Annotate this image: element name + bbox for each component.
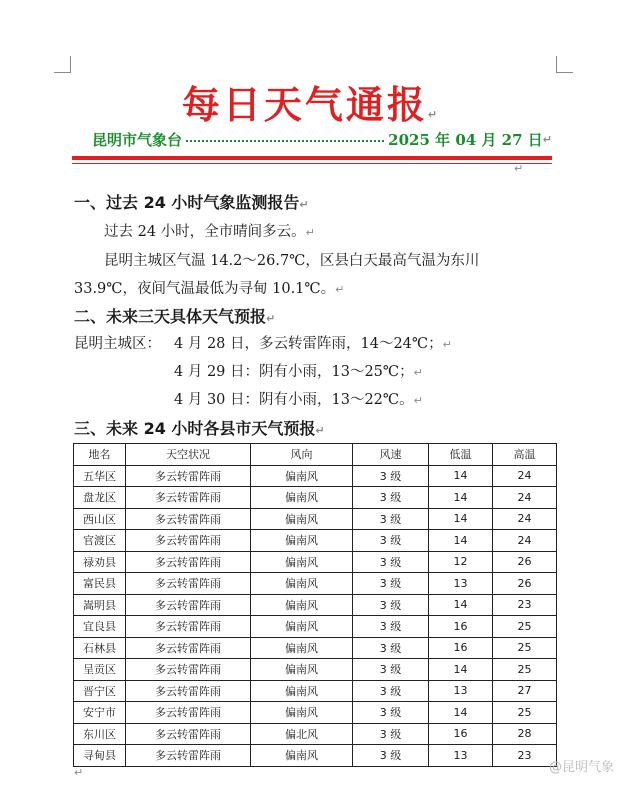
table-cell: 16	[429, 637, 493, 659]
table-cell: 25	[493, 702, 557, 724]
table-row	[74, 465, 557, 487]
table-cell: 25	[493, 659, 557, 681]
table-cell: 嵩明县	[74, 594, 126, 616]
table-cell: 3 级	[353, 551, 429, 573]
table-row	[74, 594, 557, 616]
table-row	[74, 487, 557, 509]
header-rule-thin	[72, 163, 552, 164]
table-cell: 偏南风	[251, 530, 353, 552]
table-cell: 3 级	[353, 530, 429, 552]
table-cell: 偏南风	[251, 702, 353, 724]
watermark: @昆明气象	[548, 760, 614, 775]
table-cell: 14	[429, 702, 493, 724]
table-cell: 13	[429, 680, 493, 702]
page-corner-top-right	[556, 56, 573, 73]
table-row	[74, 723, 557, 745]
table-cell: 多云转雷阵雨	[126, 487, 251, 509]
document-title	[0, 74, 622, 129]
table-cell: 多云转雷阵雨	[126, 530, 251, 552]
table-cell: 24	[493, 465, 557, 487]
table-cell: 偏南风	[251, 508, 353, 530]
table-cell: 官渡区	[74, 530, 126, 552]
table-cell: 3 级	[353, 573, 429, 595]
table-cell: 偏南风	[251, 594, 353, 616]
table-cell: 14	[429, 508, 493, 530]
table-cell: 东川区	[74, 723, 126, 745]
table-cell: 五华区	[74, 465, 126, 487]
table-cell: 多云转雷阵雨	[126, 659, 251, 681]
page-corner-top-left	[54, 56, 71, 73]
table-cell: 偏南风	[251, 573, 353, 595]
table-cell: 3 级	[353, 637, 429, 659]
table-cell: 多云转雷阵雨	[126, 702, 251, 724]
header-cell: 风向	[251, 444, 353, 466]
table-cell: 3 级	[353, 487, 429, 509]
table-cell: 26	[493, 573, 557, 595]
table-cell: 14	[429, 594, 493, 616]
table-cell: 多云转雷阵雨	[126, 573, 251, 595]
table-cell: 偏南风	[251, 637, 353, 659]
table-row	[74, 530, 557, 552]
table-cell: 3 级	[353, 508, 429, 530]
forecast-line: 4 月 30 日：阴有小雨，13～22℃。↵	[174, 392, 423, 408]
table-row	[74, 659, 557, 681]
table-row	[74, 702, 557, 724]
table-cell: 多云转雷阵雨	[126, 680, 251, 702]
table-cell: 安宁市	[74, 702, 126, 724]
county-forecast-table	[73, 443, 557, 767]
table-cell: 3 级	[353, 465, 429, 487]
paragraph-mark: ↵	[413, 394, 423, 407]
table-cell: 盘龙区	[74, 487, 126, 509]
table-cell: 偏南风	[251, 745, 353, 767]
table-cell: 14	[429, 530, 493, 552]
table-cell: 28	[493, 723, 557, 745]
table-header-row	[74, 444, 557, 466]
paragraph-mark: ↵	[305, 226, 315, 239]
paragraph-mark: ↵	[74, 766, 84, 779]
table-cell: 24	[493, 508, 557, 530]
table-cell: 25	[493, 637, 557, 659]
table-cell: 石林县	[74, 637, 126, 659]
table-cell: 晋宁区	[74, 680, 126, 702]
issuer-name: 昆明市气象台	[92, 130, 183, 149]
table-cell: 23	[493, 594, 557, 616]
table-cell: 24	[493, 487, 557, 509]
table-row	[74, 551, 557, 573]
header-cell: 天空状况	[126, 444, 251, 466]
paragraph-mark: ↵	[542, 132, 552, 146]
table-row	[74, 680, 557, 702]
paragraph-mark: ↵	[335, 283, 345, 296]
table-row	[74, 637, 557, 659]
table-cell: 禄劝县	[74, 551, 126, 573]
table-cell: 偏北风	[251, 723, 353, 745]
table-cell: 3 级	[353, 616, 429, 638]
table-row	[74, 616, 557, 638]
table-cell: 23	[493, 745, 557, 767]
table-cell: 25	[493, 616, 557, 638]
table-cell: 多云转雷阵雨	[126, 616, 251, 638]
table-cell: 3 级	[353, 745, 429, 767]
paragraph-mark: ↵	[514, 162, 524, 175]
table-row	[74, 745, 557, 767]
table-cell: 16	[429, 616, 493, 638]
issue-date: 2025 年 04 月 27 日	[388, 130, 543, 149]
table-cell: 多云转雷阵雨	[126, 465, 251, 487]
table-cell: 24	[493, 530, 557, 552]
table-row	[74, 508, 557, 530]
table-cell: 3 级	[353, 702, 429, 724]
header-cell: 低温	[429, 444, 493, 466]
forecast-line: 4 月 28 日，多云转雷阵雨，14～24℃；↵	[174, 336, 452, 352]
section3-heading: 三、未来 24 小时各县市天气预报↵	[74, 419, 325, 438]
table-row	[74, 573, 557, 595]
title-text: 每日天气通报	[181, 82, 428, 127]
table-cell: 寻甸县	[74, 745, 126, 767]
table-cell: 3 级	[353, 680, 429, 702]
table-cell: 富民县	[74, 573, 126, 595]
table-cell: 多云转雷阵雨	[126, 723, 251, 745]
table-cell: 偏南风	[251, 616, 353, 638]
table-cell: 3 级	[353, 723, 429, 745]
paragraph-mark: ↵	[315, 424, 325, 437]
table-cell: 14	[429, 465, 493, 487]
paragraph-mark: ↵	[413, 366, 423, 379]
issuer-date-line	[92, 128, 552, 150]
table-cell: 偏南风	[251, 465, 353, 487]
table-cell: 3 级	[353, 594, 429, 616]
section1-heading: 一、过去 24 小时气象监测报告↵	[74, 193, 309, 212]
header-cell: 风速	[353, 444, 429, 466]
header-cell: 高温	[493, 444, 557, 466]
header-rule-thick	[72, 156, 552, 160]
table-cell: 多云转雷阵雨	[126, 745, 251, 767]
paragraph-mark: ↵	[442, 338, 452, 351]
table-cell: 多云转雷阵雨	[126, 594, 251, 616]
table-cell: 宜良县	[74, 616, 126, 638]
paragraph-mark: ↵	[427, 108, 441, 121]
table-cell: 偏南风	[251, 659, 353, 681]
section1-para2-line2: 33.9℃，夜间气温最低为寻甸 10.1℃。↵	[74, 281, 345, 297]
forecast-line: 4 月 29 日：阴有小雨，13～25℃；↵	[174, 364, 423, 380]
table-cell: 西山区	[74, 508, 126, 530]
table-cell: 13	[429, 745, 493, 767]
table-cell: 12	[429, 551, 493, 573]
header-cell: 地名	[74, 444, 126, 466]
paragraph-mark: ↵	[299, 198, 309, 211]
dotted-leader	[186, 140, 384, 142]
table-cell: 3 级	[353, 659, 429, 681]
table-cell: 偏南风	[251, 680, 353, 702]
section1-para1: 过去 24 小时，全市晴间多云。↵	[104, 224, 315, 240]
table-cell: 偏南风	[251, 487, 353, 509]
forecast-location-label: 昆明主城区：	[74, 336, 161, 352]
table-cell: 16	[429, 723, 493, 745]
table-cell: 14	[429, 659, 493, 681]
table-cell: 多云转雷阵雨	[126, 508, 251, 530]
table-cell: 多云转雷阵雨	[126, 551, 251, 573]
table-cell: 14	[429, 487, 493, 509]
table-cell: 呈贡区	[74, 659, 126, 681]
section2-heading: 二、未来三天具体天气预报↵	[74, 307, 276, 326]
table-cell: 27	[493, 680, 557, 702]
section1-para2-line1: 昆明主城区气温 14.2～26.7℃，区县白天最高气温为东川	[104, 253, 480, 269]
table-cell: 偏南风	[251, 551, 353, 573]
table-cell: 多云转雷阵雨	[126, 637, 251, 659]
table-cell: 26	[493, 551, 557, 573]
table-cell: 13	[429, 573, 493, 595]
paragraph-mark: ↵	[266, 312, 276, 325]
